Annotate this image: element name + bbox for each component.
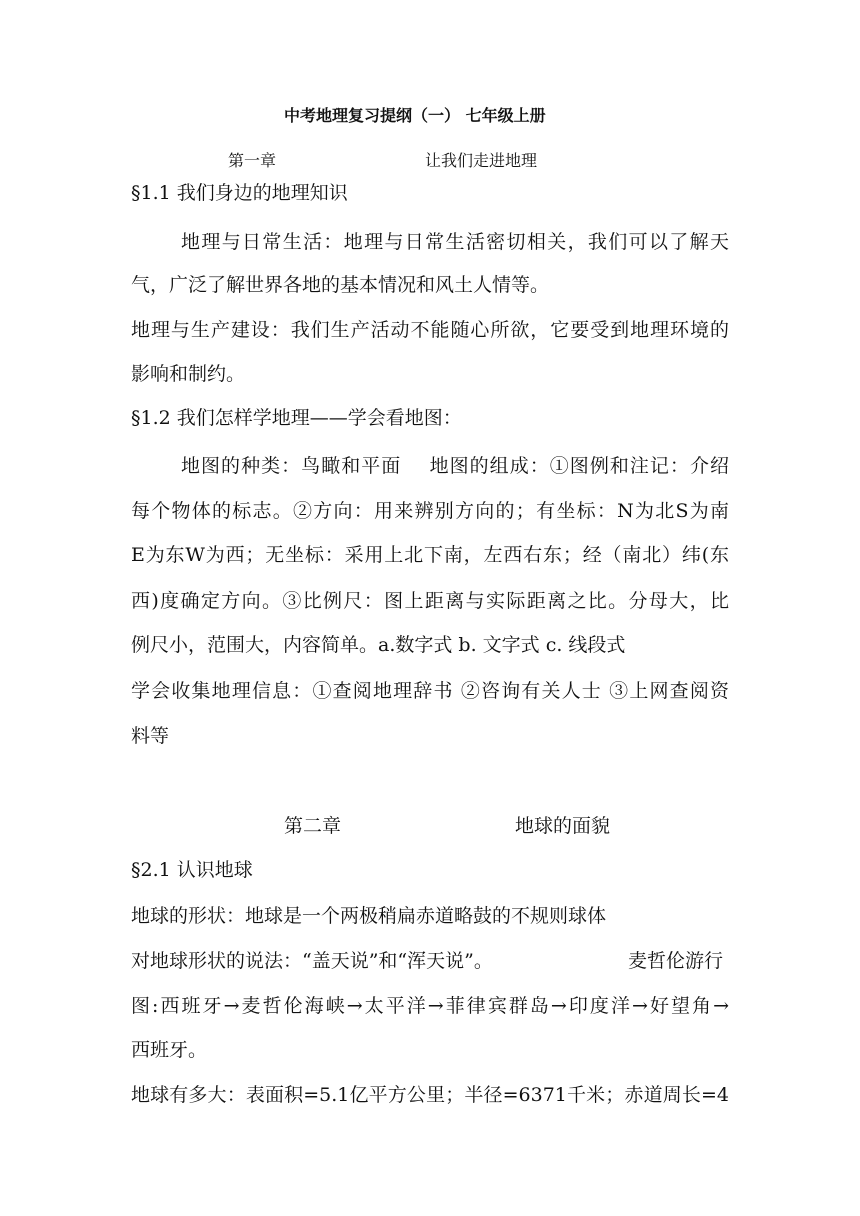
paragraph-line: 对地球形状的说法：“盖天说”和“浑天说”。 bbox=[131, 950, 493, 972]
paragraph-line: 地理与生产建设：我们生产活动不能随心所欲，它要受到地理环境的 bbox=[131, 319, 729, 341]
paragraph-line: 气，广泛了解世界各地的基本情况和风土人情等。 bbox=[131, 274, 550, 296]
paragraph-line: 地图的种类：鸟瞰和平面 地图的组成：①图例和注记：介绍 bbox=[181, 455, 729, 477]
section-1-2-heading: §1.2 我们怎样学地理——学会看地图： bbox=[131, 407, 462, 429]
paragraph-line: 地理与日常生活：地理与日常生活密切相关，我们可以了解天 bbox=[181, 231, 729, 253]
paragraph-line: 西班牙。 bbox=[131, 1039, 208, 1061]
chapter-2-name: 地球的面貌 bbox=[515, 815, 611, 837]
chapter-1-label: 第一章 bbox=[228, 151, 277, 170]
paragraph-line: 地球的形状：地球是一个两极稍扁赤道略鼓的不规则球体 bbox=[131, 905, 607, 927]
paragraph-line: 西)度确定方向。③比例尺：图上距离与实际距离之比。分母大，比 bbox=[131, 590, 729, 612]
section-2-1-heading: §2.1 认识地球 bbox=[131, 859, 253, 881]
section-1-1-heading: §1.1 我们身边的地理知识 bbox=[131, 182, 348, 204]
paragraph-line: 麦哲伦游行 bbox=[628, 950, 724, 972]
chapter-2-label: 第二章 bbox=[284, 815, 342, 837]
page-title: 中考地理复习提纲（一） 七年级上册 bbox=[284, 106, 546, 125]
paragraph-line: E为东W为西；无坐标：采用上北下南，左西右东；经（南北）纬(东 bbox=[131, 544, 729, 566]
paragraph-line: 图:西班牙→麦哲伦海峡→太平洋→菲律宾群岛→印度洋→好望角→ bbox=[131, 995, 729, 1017]
paragraph-line: 地球有多大：表面积=5.1亿平方公里；半径=6371千米；赤道周长=4 bbox=[131, 1084, 729, 1106]
paragraph-line: 影响和制约。 bbox=[131, 363, 246, 385]
chapter-1-name: 让我们走进地理 bbox=[425, 151, 538, 170]
paragraph-line: 学会收集地理信息：①查阅地理辞书 ②咨询有关人士 ③上网查阅资 bbox=[131, 680, 729, 702]
paragraph-line: 每个物体的标志。②方向：用来辨别方向的；有坐标：N为北S为南 bbox=[131, 500, 729, 522]
paragraph-line: 料等 bbox=[131, 725, 170, 747]
paragraph-line: 例尺小，范围大，内容简单。a.数字式 b. 文字式 c. 线段式 bbox=[131, 634, 626, 656]
